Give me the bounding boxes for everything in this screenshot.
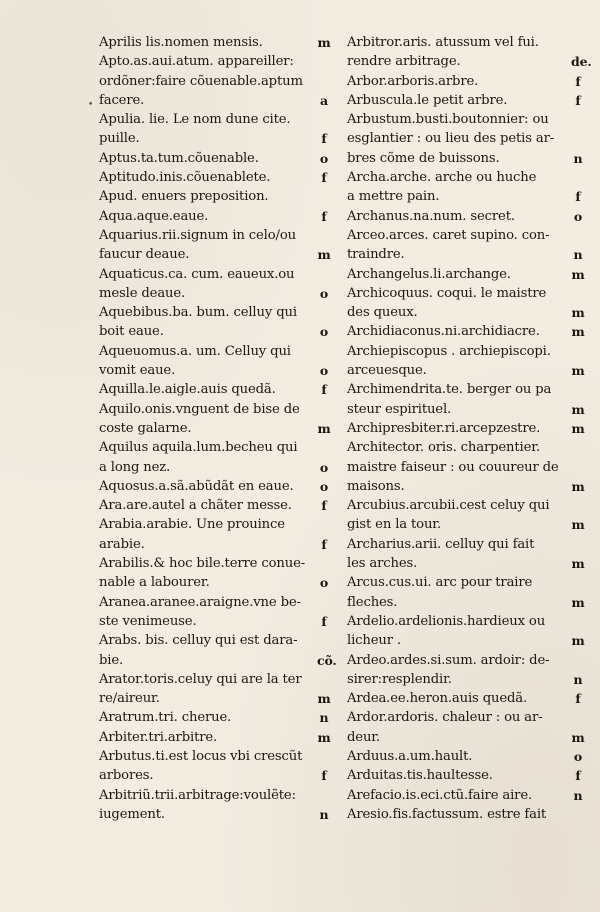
entry-line [347, 747, 585, 766]
gender-mark: n [573, 671, 583, 687]
entry-text: gist en la tour. [347, 517, 442, 533]
gender-mark: m [571, 594, 585, 610]
entry-line [99, 303, 331, 322]
entry-line [99, 168, 331, 187]
entry-line [347, 515, 585, 534]
entry-text: Arbustum.busti.boutonnier: ou [347, 112, 549, 128]
entry-line [99, 708, 331, 727]
entry-text: Aquilla.le.aigle.auis quedã. [99, 382, 276, 398]
gender-mark: o [573, 208, 583, 224]
entry-text: Apulia. lie. Le nom dune cite. [99, 112, 291, 128]
entry-line [347, 419, 585, 438]
entry-text: Arbuscula.le petit arbre. [347, 92, 508, 108]
entry-text: ste venimeuse. [99, 613, 197, 629]
gender-mark: f [321, 382, 327, 398]
entry-line [347, 322, 585, 341]
entry-text: vomit eaue. [99, 363, 176, 379]
entry-text: arceuesque. [347, 363, 427, 379]
entry-text: Arbitriũ.trii.arbitrage:voulẽte: [99, 787, 296, 803]
gender-mark: m [317, 35, 331, 50]
entry-text: boit eaue. [99, 324, 164, 340]
entry-text: Aprilis lis.nomen mensis. [99, 35, 263, 50]
entry-line [99, 52, 331, 71]
gender-mark: m [571, 729, 585, 745]
gender-mark: m [571, 363, 585, 379]
entry-text: arbores. [99, 768, 154, 784]
gender-mark: m [571, 305, 585, 321]
entry-line [347, 496, 585, 515]
entry-text: Arbor.arboris.arbre. [347, 73, 479, 89]
entry-line [347, 187, 585, 206]
entry-text: Aquosus.a.sã.abũdãt en eaue. [99, 478, 294, 494]
entry-text: Arcus.cus.ui. arc pour traire [347, 575, 533, 591]
entry-text: Arator.toris.celuy qui are la ter [99, 671, 302, 687]
entry-line [347, 129, 585, 148]
entry-line [99, 187, 331, 206]
entry-text: sirer:resplendir. [347, 671, 452, 687]
entry-text: steur espirituel. [347, 401, 452, 417]
entry-line [99, 593, 331, 612]
entry-line [99, 670, 331, 689]
entry-line [99, 689, 331, 708]
gender-mark: f [575, 768, 581, 784]
entry-line [99, 91, 331, 110]
gender-mark: f [575, 73, 581, 89]
entry-text: faucur deaue. [99, 247, 190, 263]
entry-text: Aquaticus.ca. cum. eaueux.ou [99, 266, 295, 282]
entry-line [99, 149, 331, 168]
entry-text: nable a labourer. [99, 575, 210, 591]
entry-line [99, 419, 331, 438]
gender-mark: o [319, 363, 329, 379]
entry-line [347, 245, 585, 264]
entry-line [99, 265, 331, 284]
entry-text: licheur . [347, 633, 401, 649]
entry-text: Archipresbiter.ri.arcepzestre. [347, 420, 541, 436]
entry-line [347, 708, 585, 727]
gender-mark: m [571, 401, 585, 417]
gender-mark: n [319, 710, 329, 726]
entry-text: Arbutus.ti.est locus vbi crescũt [99, 748, 303, 764]
entry-text: maistre faiseur : ou couureur de [347, 459, 559, 475]
entry-text: Aqua.aque.eaue. [99, 208, 209, 224]
entry-text: esglantier : ou lieu des petis ar- [347, 131, 555, 147]
entry-text: Archicoquus. coqui. le maistre [347, 285, 547, 301]
entry-text: iugement. [99, 806, 165, 822]
entry-text: Ardelio.ardelionis.hardieux ou [347, 613, 546, 629]
entry-text: Archimendrita.te. berger ou pa [347, 382, 552, 398]
entry-line [347, 265, 585, 284]
entry-line [347, 303, 585, 322]
entry-text: bie. [99, 652, 124, 668]
entry-text: Arbitror.aris. atussum vel fui. [347, 35, 539, 50]
entry-text: Arabilis.& hoc bile.terre conue- [99, 556, 306, 572]
gender-mark: f [321, 131, 327, 147]
entry-text: Architector. oris. charpentier. [347, 440, 541, 456]
entry-text: Aquilus aquila.lum.becheu qui [99, 440, 298, 456]
entry-text: Arcubius.arcubii.cest celuy qui [347, 498, 550, 514]
gender-mark: m [571, 266, 585, 282]
gender-mark: o [319, 324, 329, 340]
entry-line [347, 535, 585, 554]
entry-text: a long nez. [99, 459, 171, 475]
gender-mark: n [319, 806, 329, 822]
entry-text: coste galarne. [99, 420, 192, 436]
entry-text: Aresio.fis.factussum. estre fait [347, 806, 547, 822]
entry-text: Ardeo.ardes.si.sum. ardoir: de- [347, 652, 550, 668]
entry-line [347, 33, 585, 52]
entry-text: rendre arbitrage. [347, 54, 461, 70]
entry-text: Archidiaconus.ni.archidiacre. [347, 324, 540, 340]
entry-text: maisons. [347, 478, 405, 494]
gender-mark: f [321, 536, 327, 552]
gender-mark: f [575, 189, 581, 205]
left-column [99, 33, 337, 824]
entry-text: Arbiter.tri.arbitre. [99, 729, 218, 745]
entry-text: facere. [99, 92, 145, 108]
gender-mark: cõ. [317, 652, 337, 668]
entry-text: Archanus.na.num. secret. [347, 208, 515, 224]
entry-line [347, 728, 585, 747]
entry-line [347, 458, 585, 477]
entry-text: Ardor.ardoris. chaleur : ou ar- [347, 710, 543, 726]
entry-text: arabie. [99, 536, 145, 552]
gender-mark: m [571, 633, 585, 649]
entry-line [99, 207, 331, 226]
entry-line [347, 651, 585, 670]
gender-mark: m [317, 420, 331, 436]
entry-text: Aqueuomus.a. um. Celluy qui [99, 343, 291, 359]
entry-text: ordõner:faire cõuenable.aptum [99, 73, 303, 89]
entry-line [99, 110, 331, 129]
entry-line [347, 631, 585, 650]
entry-text: mesle deaue. [99, 285, 186, 301]
entry-text: Arduus.a.um.hault. [347, 748, 473, 764]
gender-mark: m [317, 691, 331, 707]
gender-mark: n [573, 150, 583, 166]
entry-line [99, 573, 331, 592]
entry-line [99, 72, 331, 91]
entry-line [99, 361, 331, 380]
entry-text: Archa.arche. arche ou huche [347, 170, 537, 186]
entry-text: Archiepiscopus . archiepiscopi. [347, 343, 551, 359]
entry-line [99, 786, 331, 805]
entry-text: les arches. [347, 556, 418, 572]
entry-line [99, 651, 337, 670]
entry-line [99, 535, 331, 554]
gender-mark: m [571, 556, 585, 572]
entry-line [347, 91, 585, 110]
entry-line [99, 322, 331, 341]
margin-mark: • [88, 100, 94, 110]
entry-line [99, 400, 331, 419]
entry-line [99, 631, 331, 650]
gender-mark: o [319, 150, 329, 166]
gender-mark: f [575, 92, 581, 108]
gender-mark: o [573, 748, 583, 764]
gender-mark: m [571, 478, 585, 494]
entry-line [347, 400, 585, 419]
entry-line [99, 342, 331, 361]
gender-mark: o [319, 478, 329, 494]
entry-line [347, 573, 585, 592]
entry-line [99, 284, 331, 303]
entry-text: Ara.are.autel a chãter messe. [99, 498, 292, 514]
entry-line [347, 361, 585, 380]
entry-line [347, 554, 585, 573]
right-column [347, 33, 592, 824]
entry-line [99, 612, 331, 631]
entry-line [347, 149, 585, 168]
entry-line [347, 805, 585, 824]
entry-line [347, 168, 585, 187]
entry-text: Archangelus.li.archange. [347, 266, 511, 282]
entry-text: Arabia.arabie. Une prouince [99, 517, 285, 533]
entry-text: Aquilo.onis.vnguent de bise de [99, 401, 300, 417]
entry-line [347, 670, 585, 689]
gender-mark: m [571, 324, 585, 340]
entry-line [347, 380, 585, 399]
entry-line [99, 129, 331, 148]
entry-text: Arefacio.is.eci.ctũ.faire aire. [347, 787, 533, 803]
entry-line [347, 72, 585, 91]
entry-text: Apud. enuers preposition. [99, 189, 269, 205]
entry-text: Aptus.ta.tum.cõuenable. [99, 150, 259, 166]
entry-line [99, 496, 331, 515]
entry-text: re/aireur. [99, 691, 160, 707]
entry-text: Aptitudo.inis.cõuenablete. [99, 170, 271, 186]
entry-text: deur. [347, 729, 381, 745]
gender-mark: a [320, 92, 328, 108]
entry-text: Arduitas.tis.haultesse. [347, 768, 493, 784]
entry-line [347, 477, 585, 496]
entry-line [99, 438, 331, 457]
gender-mark: m [317, 729, 331, 745]
entry-text: bres cõme de buissons. [347, 150, 500, 166]
gender-mark: f [575, 691, 581, 707]
entry-line [347, 689, 585, 708]
entry-line [347, 766, 585, 785]
entry-line [99, 33, 331, 52]
entry-line [99, 805, 331, 824]
entry-line [99, 477, 331, 496]
entry-line [347, 284, 585, 303]
entry-line [99, 728, 331, 747]
gender-mark: m [571, 517, 585, 533]
gender-mark: n [573, 247, 583, 263]
entry-text: Apto.as.aui.atum. appareiller: [99, 54, 294, 70]
gender-mark: m [571, 420, 585, 436]
entry-text: Aquebibus.ba. bum. celluy qui [99, 305, 297, 321]
gender-mark: n [573, 787, 583, 803]
entry-line [99, 458, 331, 477]
gender-mark: o [319, 285, 329, 301]
entry-text: Aquarius.rii.signum in celo/ou [99, 227, 296, 243]
entry-line [99, 766, 331, 785]
gender-mark: f [321, 768, 327, 784]
entry-line [99, 380, 331, 399]
entry-text: Aratrum.tri. cherue. [99, 710, 232, 726]
gender-mark: f [321, 208, 327, 224]
entry-text: Ardea.ee.heron.auis quedã. [347, 691, 528, 707]
gender-mark: f [321, 613, 327, 629]
entry-line [347, 593, 585, 612]
gender-mark: de. [571, 54, 592, 70]
entry-text: des queux. [347, 305, 418, 321]
entry-text: Arceo.arces. caret supino. con- [347, 227, 550, 243]
gender-mark: f [321, 170, 327, 186]
gender-mark: f [321, 498, 327, 514]
entry-line [347, 207, 585, 226]
gender-mark: o [319, 575, 329, 591]
entry-text: fleches. [347, 594, 398, 610]
entry-line [347, 438, 585, 457]
entry-line [99, 554, 331, 573]
entry-line [347, 52, 592, 71]
entry-line [347, 110, 585, 129]
entry-text: Aranea.aranee.araigne.vne be- [99, 594, 301, 610]
entry-text: Arabs. bis. celluy qui est dara- [99, 633, 298, 649]
entry-line [347, 786, 585, 805]
gender-mark: m [317, 247, 331, 263]
entry-line [99, 515, 331, 534]
entry-line [99, 747, 331, 766]
entry-text: Archarius.arii. celluy qui fait [347, 536, 535, 552]
entry-text: traindre. [347, 247, 405, 263]
entry-text: a mettre pain. [347, 189, 440, 205]
entry-line [99, 226, 331, 245]
entry-line [347, 226, 585, 245]
gender-mark: o [319, 459, 329, 475]
entry-line [347, 342, 585, 361]
entry-line [347, 612, 585, 631]
entry-text: puille. [99, 131, 140, 147]
entry-line [99, 245, 331, 264]
